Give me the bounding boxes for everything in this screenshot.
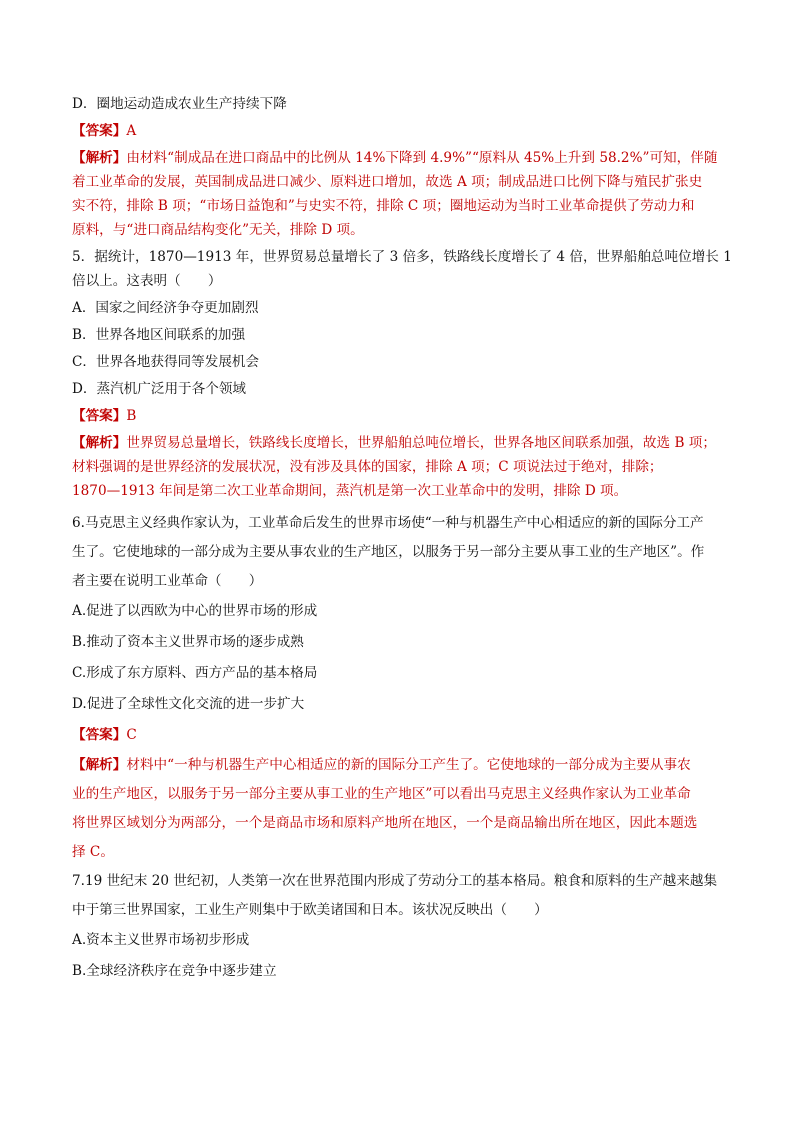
answer-tag: 【答案】 — [72, 408, 127, 424]
q5-stem — [72, 245, 732, 293]
analysis-line: 由材料“制成品在进口商品中的比例从 14%下降到 4.9%”“原料从 45%上升到 58.2%”可知，伴随 — [126, 150, 718, 166]
q6-option-a: A.促进了以西欧为中心的世界市场的形成 — [72, 603, 318, 619]
document-page — [72, 92, 732, 987]
q5-option-b: B．世界各地区间联系的加强 — [72, 327, 246, 343]
q5-option-d: D．蒸汽机广泛用于各个领域 — [72, 381, 247, 397]
q7-option-b: B.全球经济秩序在竞争中逐步建立 — [72, 963, 277, 979]
analysis-line: 世界贸易总量增长，铁路线长度增长，世界船舶总吨位增长，世界各地区间联系加强，故选 B 项； — [126, 435, 716, 451]
q5-option-c: C．世界各地获得同等发展机会 — [72, 354, 260, 370]
answer-value: C — [126, 727, 137, 743]
analysis-line: 材料中“一种与机器生产中心相适应的新的国际分工产生了。它使地球的一部分成为主要从事农 — [126, 757, 691, 773]
q6-stem — [72, 509, 732, 596]
analysis-tag: 【解析】 — [72, 757, 127, 773]
q6-answer — [72, 720, 732, 751]
q5-answer — [72, 404, 732, 428]
answer-tag: 【答案】 — [72, 123, 127, 139]
question-line: 7.19 世纪末 20 世纪初，人类第一次在世界范围内形成了劳动分工的基本格局。粮食和原料的生产越来越集 — [72, 873, 718, 889]
analysis-line: 将世界区域划分为两部分，一个是商品市场和原料产地所在地区，一个是商品输出所在地区，因此本题选 — [72, 815, 698, 831]
answer-value: A — [126, 123, 137, 139]
analysis-line: 业的生产地区，以服务于另一部分主要从事工业的生产地区”可以看出马克思主义经典作家认为工业革命 — [72, 786, 691, 802]
answer-value: B — [126, 408, 137, 424]
answer-tag: 【答案】 — [72, 727, 127, 743]
q5-option-a: A．国家之间经济争夺更加剧烈 — [72, 300, 259, 316]
question-line: 5．据统计，1870—1913 年，世界贸易总量增长了 3 倍多，铁路线长度增长了 4 倍，世界船舶总吨位增长 1 — [72, 249, 732, 265]
question-line: 者主要在说明工业革命（ ） — [72, 573, 263, 589]
q6-option-d: D.促进了全球性文化交流的进一步扩大 — [72, 696, 305, 712]
q5-analysis — [72, 431, 732, 503]
q6-option-c: C.形成了东方原料、西方产品的基本格局 — [72, 665, 318, 681]
analysis-tag: 【解析】 — [72, 435, 127, 451]
q6-analysis — [72, 751, 732, 867]
question-line: 6.马克思主义经典作家认为，工业革命后发生的世界市场使“一种与机器生产中心相适应的新的国际分工产 — [72, 515, 704, 531]
analysis-line: 着工业革命的发展，英国制成品进口减少、原料进口增加，故选 A 项；制成品进口比例下降与殖民扩张史 — [72, 174, 703, 190]
q6-option-b: B.推动了资本主义世界市场的逐步成熟 — [72, 634, 304, 650]
analysis-line: 1870—1913 年间是第二次工业革命期间，蒸汽机是第一次工业革命中的发明，排除 D 项。 — [72, 483, 628, 499]
question-line: 生了。它使地球的一部分成为主要从事农业的生产地区，以服务于另一部分主要从事工业的生产地区”。作 — [72, 544, 705, 560]
q4-analysis — [72, 146, 732, 242]
analysis-tag: 【解析】 — [72, 150, 127, 166]
analysis-line: 材料强调的是世界经济的发展状况，没有涉及具体的国家，排除 A 项；C 项说法过于绝对，排除； — [72, 459, 663, 475]
analysis-line: 原料，与“进口商品结构变化”无关，排除 D 项。 — [72, 222, 364, 238]
q7-stem — [72, 867, 732, 925]
q7-option-a: A.资本主义世界市场初步形成 — [72, 932, 250, 948]
question-line: 倍以上。这表明（ ） — [72, 273, 222, 289]
q4-option-d: D．圈地运动造成农业生产持续下降 — [72, 96, 287, 112]
question-line: 中于第三世界国家，工业生产则集中于欧美诸国和日本。该状况反映出（ ） — [72, 902, 548, 918]
analysis-line: 择 C。 — [72, 844, 114, 860]
q4-answer — [72, 119, 732, 143]
analysis-line: 实不符，排除 B 项；“市场日益饱和”与史实不符，排除 C 项；圈地运动为当时工业革命提供了劳动力和 — [72, 198, 695, 214]
